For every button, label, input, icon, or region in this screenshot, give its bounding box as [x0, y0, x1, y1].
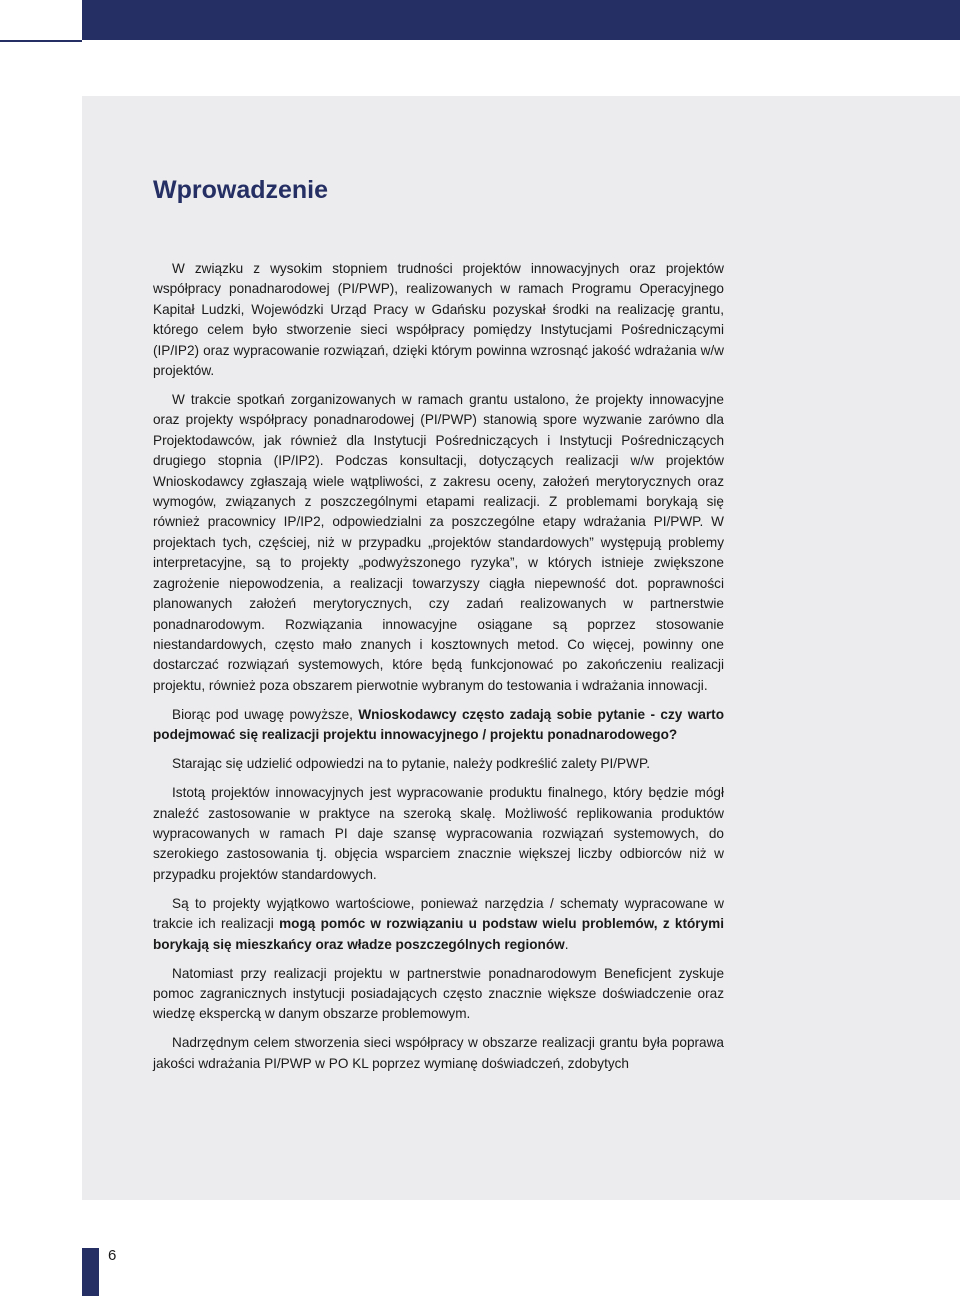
value-bold: mogą pomóc w rozwiązaniu u podstaw wielu problemów, z którymi borykają się mieszkańcy oraz władze poszczególnych regionów [153, 916, 724, 952]
header-bar [82, 0, 960, 40]
paragraph-value [153, 894, 724, 955]
header-rule [0, 40, 82, 42]
page-marker [82, 1248, 99, 1296]
paragraph-challenges: W trakcie spotkań zorganizowanych w ramach grantu ustalono, że projekty innowacyjne oraz projekty współpracy ponadnarodowej (PI/PWP) stanowią spore wyzwanie zarówno dla Projektodawców, jak również dla Instytucji Pośredniczących i Instytucji Pośredniczących drugiego stopnia (IP/IP2). Podczas konsultacji, dotyczących realizacji w/w projektów Wnioskodawcy zgłaszają wiele wątpliwości, z zakresu oceny, założeń merytorycznych oraz wymogów, związanych z poszczególnymi etapami realizacji. Z problemami borykają się również pracownicy IP/IP2, odpowiedzialni za poszczególne etapy wdrażania PI/PWP. W projektach tych, częściej, niż w przypadku „projektów standardowych” występują problemy interpretacyjne, są to projekty „podwyższonego ryzyka”, w których istnieje zwiększone zagrożenie niepowodzenia, a realizacji towarzyszy ciągła niepewność dot. poprawności planowanych założeń merytorycznych, czy zadań realizowanych w partnerstwie ponadnarodowym. Rozwiązania innowacyjne osiągane są poprzez stosowanie niestandardowych, często mało znanych i kosztownych metod. Co więcej, powinny one dostarczać rozwiązań systemowych, które będą funkcjonować po zakończeniu realizacji projektu, również poza obszarem pierwotnie wybranym do testowania i wdrażania innowacji. [153, 392, 724, 693]
question-bold: Wnioskodawcy często zadają sobie pytanie - czy warto podejmować się realizacji projektu innowacyjnego / projektu ponadnarodowego? [153, 706, 725, 743]
value-lead: Są to projekty wyjątkowo wartościowe, ponieważ narzędzia / schematy wypracowane w trakcie ich realizacji [153, 895, 724, 932]
body-text [153, 259, 724, 1074]
paragraph-answer: Starając się udzielić odpowiedzi na to pytanie, należy podkreślić zalety PI/PWP. [172, 756, 651, 772]
paragraph-essence: Istotą projektów innowacyjnych jest wypracowanie produktu finalnego, który będzie mógł znaleźć zastosowanie w praktyce na szeroką skalę. Możliwość replikowania produktów wypracowanych w ramach PI daje szansę wypracowania rozwiązań systemowych, do szerokiego zastosowania tj. objęcia wsparciem znacznie większej liczby odbiorców niż w przypadku projektów standardowych. [153, 785, 724, 882]
paragraph-question [153, 705, 724, 746]
question-lead: Biorąc pod uwagę powyższe, [172, 706, 359, 722]
paragraph-intro: W związku z wysokim stopniem trudności projektów innowacyjnych oraz projektów współpracy ponadnarodowej (PI/PWP), realizowanych w ramach Programu Operacyjnego Kapitał Ludzki, Wojewódzki Urząd Pracy w Gdańsku pozyskał środki na realizację grantu, którego celem było stworzenie sieci współpracy pomiędzy Instytucjami Pośredniczącymi (IP/IP2) oraz wypracowanie rozwiązań, dzięki którym powinna wzrosnąć jakość wdrażania w/w projektów. [153, 261, 724, 379]
value-tail: . [564, 936, 569, 952]
page-number: 6 [108, 1247, 117, 1264]
paragraph-goal: Nadrzędnym celem stworzenia sieci współpracy w obszarze realizacji grantu była poprawa jakości wdrażania PI/PWP w PO KL poprzez wymianę doświadczeń, zdobytych [153, 1035, 724, 1071]
paragraph-partnership: Natomiast przy realizacji projektu w partnerstwie ponadnarodowym Beneficjent zyskuje pomoc zagranicznych instytucji posiadających często znacznie większe doświadczenie oraz wiedzę ekspercką w danym obszarze problemowym. [153, 965, 724, 1022]
page-title: Wprowadzenie [153, 176, 329, 204]
